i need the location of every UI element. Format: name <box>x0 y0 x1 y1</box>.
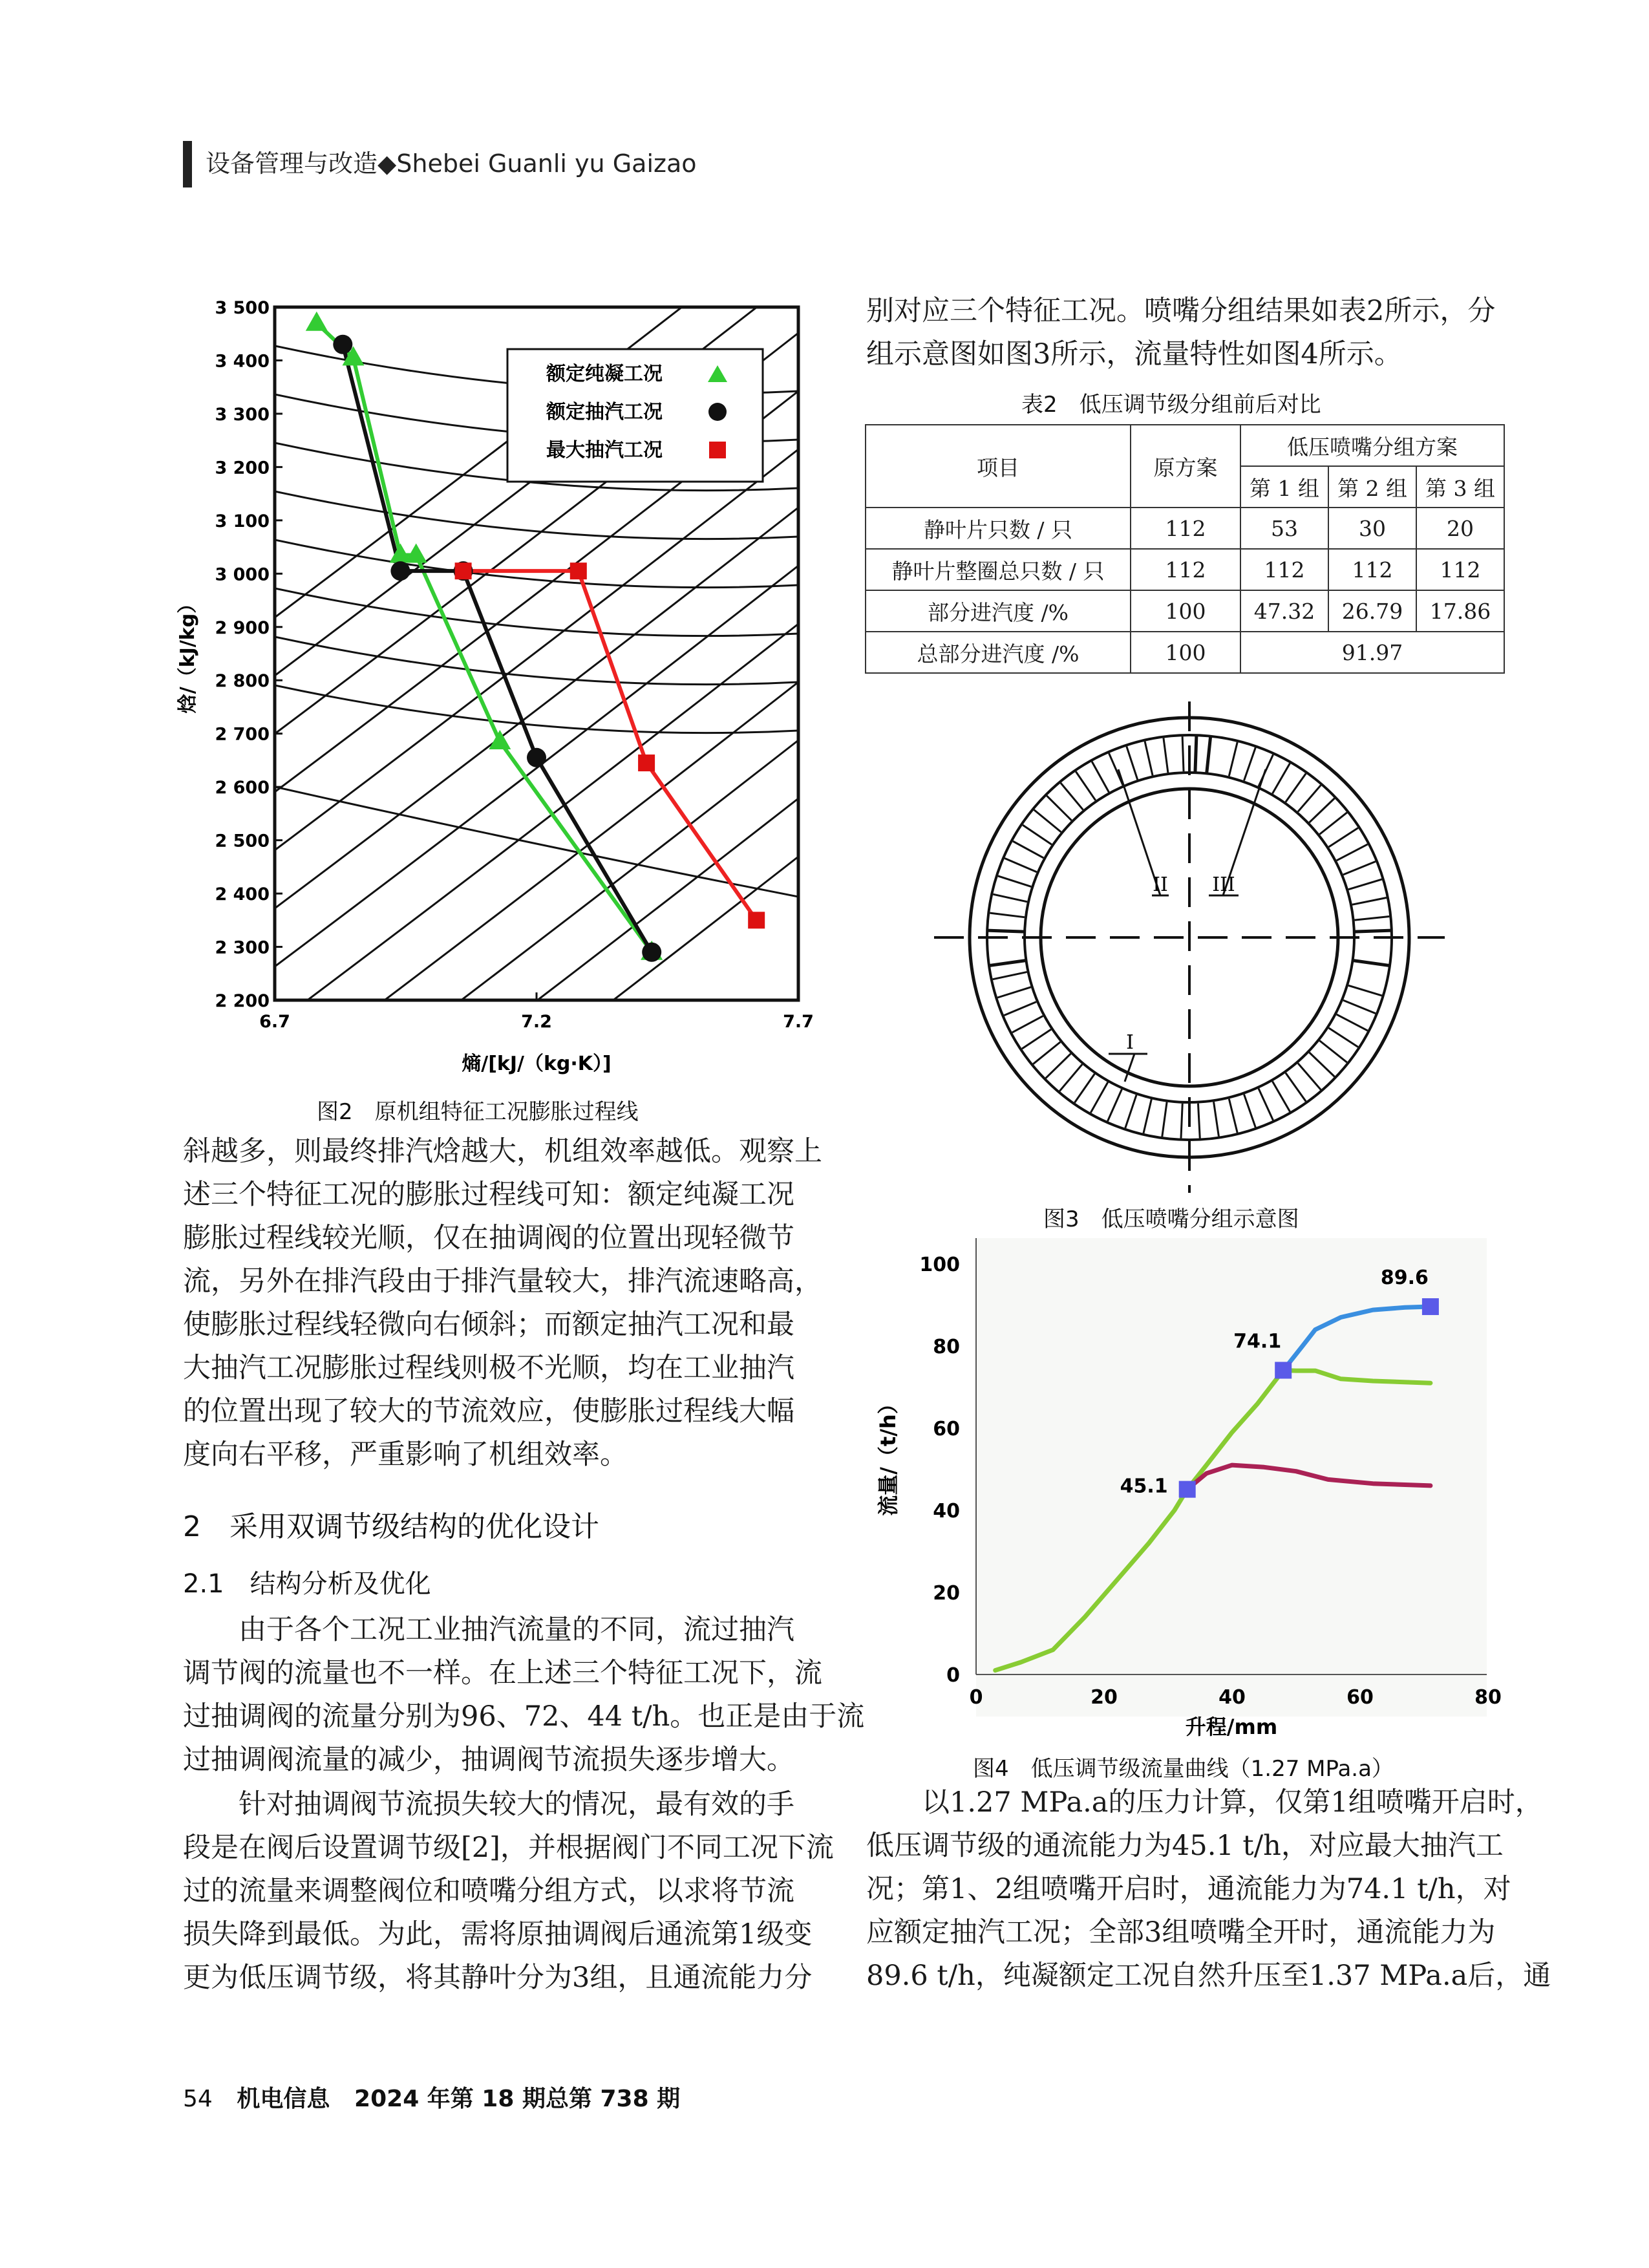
table-cell: 静叶片只数 / 只 <box>866 508 1131 549</box>
table2-caption: 表2 低压调节级分组前后对比 <box>1021 392 1321 418</box>
table-subheader: 第 2 组 <box>1328 466 1416 508</box>
body-left-para2 <box>183 1609 865 1782</box>
y-tick-label: 60 <box>933 1418 960 1440</box>
isotherm-line <box>275 491 798 539</box>
nozzle-blade <box>990 913 1025 917</box>
fig2-ylabel: 焓/（kJ/kg） <box>176 594 199 714</box>
key-point-marker <box>1422 1298 1439 1315</box>
group-separator <box>1207 736 1211 774</box>
nozzle-blade <box>1013 841 1043 858</box>
body-left-para1 <box>183 1130 823 1477</box>
text-line: 别对应三个特征工况。喷嘴分组结果如表2所示，分 <box>866 295 1496 327</box>
nozzle-blade <box>1012 1016 1043 1032</box>
table-cell: 17.86 <box>1416 590 1504 632</box>
nozzle-blade <box>1164 738 1168 773</box>
leader-line-I <box>1125 1054 1134 1082</box>
table-cell: 53 <box>1240 508 1328 549</box>
text-line: 调节阀的流量也不一样。在上述三个特征工况下，流 <box>183 1657 822 1689</box>
legend-label-3: 最大抽汽工况 <box>546 439 663 462</box>
y-tick-label: 3 300 <box>215 404 270 425</box>
nozzle-blade <box>1259 1089 1273 1120</box>
text-line: 组示意图如图3所示，流量特性如图4所示。 <box>866 338 1402 370</box>
group-separator <box>1354 930 1392 932</box>
text-line: 损失降到最低。为此，需将原抽调阀后通流第1级变 <box>183 1918 813 1951</box>
fig4-ylabel: 流量/（t/h） <box>876 1393 900 1516</box>
data-point-square <box>748 912 765 928</box>
legend-marker-square <box>709 442 726 458</box>
data-point-square <box>570 562 587 579</box>
isobar-line <box>275 508 798 908</box>
nozzle-blade <box>1061 783 1083 809</box>
legend-marker-circle <box>708 403 727 421</box>
table-cell: 静叶片整圈总只数 / 只 <box>866 549 1131 590</box>
table-cell: 26.79 <box>1328 590 1416 632</box>
nozzle-blade <box>1343 1000 1376 1013</box>
group-separator <box>987 930 1025 932</box>
nozzle-blade <box>1047 796 1071 820</box>
header-pinyin: Shebei Guanli yu Gaizao <box>396 149 697 178</box>
text-line: 89.6 t/h，纯凝额定工况自然升压至1.37 MPa.a后，通 <box>866 1960 1551 1992</box>
x-tick-label: 0 <box>969 1686 983 1709</box>
nozzle-blade <box>1244 1095 1256 1128</box>
nozzle-blade <box>1309 798 1334 822</box>
table-cell: 112 <box>1131 508 1240 549</box>
group-label-II: II <box>1153 873 1168 896</box>
y-tick-label: 100 <box>919 1254 960 1276</box>
x-tick-label: 7.2 <box>521 1012 552 1032</box>
nozzle-blade <box>1319 1041 1346 1063</box>
legend-label-2: 额定抽汽工况 <box>546 401 663 423</box>
nozzle-blade <box>1273 1082 1290 1112</box>
x-tick-label: 60 <box>1346 1686 1374 1709</box>
y-tick-label: 2 900 <box>215 617 270 638</box>
y-tick-label: 3 100 <box>215 511 270 531</box>
nozzle-blade <box>1182 736 1184 771</box>
header-separator: ◆ <box>378 149 397 178</box>
text-line: 针对抽调阀节流损失较大的情况，最有效的手 <box>183 1788 794 1821</box>
fig3-caption: 图3 低压喷嘴分组示意图 <box>1043 1206 1299 1232</box>
isotherm-line <box>275 637 798 685</box>
body-left-para3 <box>183 1783 834 2000</box>
nozzle-blade <box>1144 1099 1151 1133</box>
nozzle-blade <box>1034 810 1061 832</box>
subsection-heading-2-1: 2.1 结构分析及优化 <box>183 1569 431 1599</box>
key-point-marker <box>1275 1362 1292 1378</box>
table-subheader: 第 3 组 <box>1416 466 1504 508</box>
nozzle-blade <box>997 987 1031 998</box>
nozzle-blade <box>1337 1014 1368 1031</box>
data-label: 89.6 <box>1380 1267 1429 1290</box>
table-row <box>866 632 1504 673</box>
nozzle-blade <box>1229 1099 1237 1133</box>
table-cell: 30 <box>1328 508 1416 549</box>
data-point-square <box>638 754 655 771</box>
nozzle-blade <box>1352 898 1387 905</box>
group-separator <box>1195 735 1197 773</box>
fig4-chart <box>866 1228 1506 1746</box>
nozzle-blade <box>1343 861 1376 874</box>
nozzle-blade <box>993 894 1027 902</box>
y-tick-label: 3 400 <box>215 351 270 372</box>
text-line: 度向右平移，严重影响了机组效率。 <box>183 1439 628 1471</box>
text-line: 斜越多，则最终排汽焓越大，机组效率越低。观察上 <box>183 1135 822 1168</box>
nozzle-blade <box>998 876 1031 887</box>
data-point-circle <box>390 561 410 581</box>
nozzle-blade <box>1109 753 1123 785</box>
y-tick-label: 2 700 <box>215 724 270 745</box>
text-line: 段是在阀后设置调节级[2]，并根据阀门不同工况下流 <box>183 1832 834 1864</box>
group-label-III: III <box>1212 873 1235 896</box>
page-number: 54 <box>183 2086 213 2112</box>
nozzle-blade <box>1162 1102 1167 1137</box>
y-tick-label: 40 <box>933 1500 960 1523</box>
x-tick-label: 7.7 <box>783 1012 814 1032</box>
y-tick-label: 3 000 <box>215 564 270 585</box>
group-separator <box>989 960 1026 965</box>
isotherm-line <box>275 588 798 636</box>
fig4-xlabel: 升程/mm <box>1185 1715 1278 1739</box>
page-footer <box>183 2081 680 2113</box>
nozzle-blade <box>1198 1104 1200 1139</box>
nozzle-blade <box>1329 828 1358 847</box>
data-point-circle <box>333 335 352 354</box>
fig2-chart <box>175 294 814 1089</box>
text-line: 过抽调阀的流量分别为96、72、44 t/h。也正是由于流 <box>183 1700 865 1733</box>
fig4-caption: 图4 低压调节级流量曲线（1.27 MPa.a） <box>973 1756 1394 1782</box>
y-tick-label: 80 <box>933 1336 960 1358</box>
nozzle-blade <box>1090 1082 1108 1113</box>
nozzle-blade <box>1005 858 1037 872</box>
nozzle-blade <box>1076 771 1096 800</box>
y-tick-label: 0 <box>946 1664 960 1687</box>
journal-name: 机电信息 <box>237 2086 330 2112</box>
nozzle-blade <box>1329 1028 1358 1047</box>
header-bar <box>183 141 192 187</box>
y-tick-label: 2 200 <box>215 991 270 1011</box>
text-line: 低压调节级的通流能力为45.1 t/h，对应最大抽汽工 <box>866 1830 1504 1862</box>
journal-issue: 2024 年第 18 期总第 738 期 <box>354 2086 681 2112</box>
y-tick-label: 20 <box>933 1582 960 1605</box>
text-line: 况；第1、2组喷嘴开启时，通流能力为74.1 t/h，对 <box>866 1873 1511 1905</box>
nozzle-blade <box>1108 1089 1122 1121</box>
y-tick-label: 2 400 <box>215 884 270 905</box>
table-subheader: 第 1 组 <box>1240 466 1328 508</box>
nozzle-blade <box>1298 1064 1321 1090</box>
running-header <box>206 144 697 179</box>
saturation-line <box>275 787 798 897</box>
x-tick-label: 6.7 <box>259 1012 290 1032</box>
nozzle-blade <box>1319 813 1346 835</box>
y-tick-label: 2 500 <box>215 831 270 851</box>
nozzle-blade <box>1244 747 1256 780</box>
text-line: 过的流量来调整阀位和喷嘴分组方式，以求将节流 <box>183 1875 794 1907</box>
y-tick-label: 2 300 <box>215 937 270 958</box>
body-right-para-top <box>866 290 1506 376</box>
nozzle-blade <box>1337 844 1368 861</box>
table-cell: 100 <box>1131 590 1240 632</box>
nozzle-blade <box>1286 1073 1306 1101</box>
table-cell: 112 <box>1328 549 1416 590</box>
nozzle-blade <box>1004 1002 1036 1016</box>
fig3-schematic <box>924 695 1454 1199</box>
y-tick-label: 2 600 <box>215 778 270 798</box>
nozzle-blade <box>1273 764 1290 794</box>
y-tick-label: 2 800 <box>215 671 270 692</box>
fig2-caption: 图2 原机组特征工况膨胀过程线 <box>317 1099 639 1125</box>
table-cell: 总部分进汽度 /% <box>866 632 1131 673</box>
text-line: 流，另外在排汽段由于排汽量较大，排汽流速略高， <box>183 1265 822 1298</box>
table-row <box>866 590 1504 632</box>
text-line: 膨胀过程线较光顺，仅在抽调阀的位置出现轻微节 <box>183 1222 794 1254</box>
table-cell: 47.32 <box>1240 590 1328 632</box>
nozzle-blade <box>1059 1064 1082 1091</box>
y-tick-label: 3 500 <box>215 298 270 318</box>
nozzle-blade <box>1298 786 1321 812</box>
isobar-line <box>275 798 798 1089</box>
data-point-circle <box>642 943 661 962</box>
table-cell: 112 <box>1240 549 1328 590</box>
text-line: 更为低压调节级，将其静叶分为3组，且通流能力分 <box>183 1962 813 1994</box>
text-line: 以1.27 MPa.a的压力计算，仅第1组喷嘴开启时， <box>866 1786 1543 1819</box>
fig2-xlabel: 熵/[kJ/（kg·K）] <box>462 1053 612 1075</box>
table-cell: 20 <box>1416 508 1504 549</box>
isotherm-line <box>275 540 798 588</box>
table-cell: 112 <box>1416 549 1504 590</box>
table-header-orig: 原方案 <box>1131 425 1240 508</box>
data-point-triangle <box>306 312 328 331</box>
group-separator <box>1353 960 1390 965</box>
legend-label-1: 额定纯凝工况 <box>546 363 663 385</box>
text-line: 由于各个工况工业抽汽流量的不同，流过抽汽 <box>183 1614 794 1646</box>
nozzle-blade <box>1229 742 1237 776</box>
header-section: 设备管理与改造 <box>206 149 378 178</box>
nozzle-blade <box>1145 742 1153 776</box>
nozzle-blade <box>993 972 1027 979</box>
key-point-marker <box>1179 1481 1196 1498</box>
nozzle-blade <box>1127 747 1138 780</box>
data-label: 74.1 <box>1233 1330 1282 1353</box>
table-header-group: 低压喷嘴分组方案 <box>1240 425 1504 466</box>
table-row <box>866 508 1504 549</box>
data-point-square <box>455 562 472 579</box>
table-row <box>866 549 1504 590</box>
nozzle-blade <box>1348 879 1382 890</box>
nozzle-blade <box>1023 825 1052 844</box>
text-line: 的位置出现了较大的节流效应，使膨胀过程线大幅 <box>183 1395 794 1428</box>
nozzle-blade <box>1046 1054 1071 1078</box>
table-header-item: 项目 <box>866 425 1131 508</box>
text-line: 应额定抽汽工况；全部3组喷嘴全开时，通流能力为 <box>866 1916 1496 1949</box>
nozzle-blade <box>1355 916 1390 920</box>
text-line: 述三个特征工况的膨胀过程线可知：额定纯凝工况 <box>183 1179 794 1211</box>
table-cell-merged: 91.97 <box>1240 632 1504 673</box>
table-cell: 112 <box>1131 549 1240 590</box>
section-heading-2: 2 采用双调节级结构的优化设计 <box>183 1510 599 1543</box>
fig4-plot-bg <box>976 1238 1487 1717</box>
table-cell: 部分进汽度 /% <box>866 590 1131 632</box>
nozzle-blade <box>1286 773 1306 802</box>
nozzle-blade <box>1075 1074 1095 1102</box>
nozzle-blade <box>1348 985 1382 996</box>
nozzle-blade <box>1309 1053 1334 1076</box>
nozzle-blade <box>1022 1029 1051 1049</box>
x-tick-label: 20 <box>1090 1686 1118 1709</box>
table-cell: 100 <box>1131 632 1240 673</box>
nozzle-blade <box>1125 1095 1136 1128</box>
y-tick-label: 3 200 <box>215 458 270 478</box>
text-line: 过抽调阀流量的减少，抽调阀节流损失逐步增大。 <box>183 1744 794 1776</box>
group-label-I: I <box>1126 1031 1134 1054</box>
text-line: 使膨胀过程线轻微向右倾斜；而额定抽汽工况和最 <box>183 1309 794 1341</box>
nozzle-blade <box>1092 762 1109 792</box>
table2 <box>865 424 1505 674</box>
data-point-circle <box>527 748 546 767</box>
text-line: 大抽汽工况膨胀过程线则极不光顺，均在工业抽汽 <box>183 1352 794 1384</box>
data-label: 45.1 <box>1120 1475 1168 1498</box>
body-right-para-bottom <box>866 1781 1551 1998</box>
x-tick-label: 40 <box>1218 1686 1246 1709</box>
nozzle-blade <box>1181 1104 1182 1139</box>
nozzle-blade <box>1033 1042 1060 1064</box>
x-tick-label: 80 <box>1474 1686 1502 1709</box>
nozzle-blade <box>1214 1102 1219 1136</box>
